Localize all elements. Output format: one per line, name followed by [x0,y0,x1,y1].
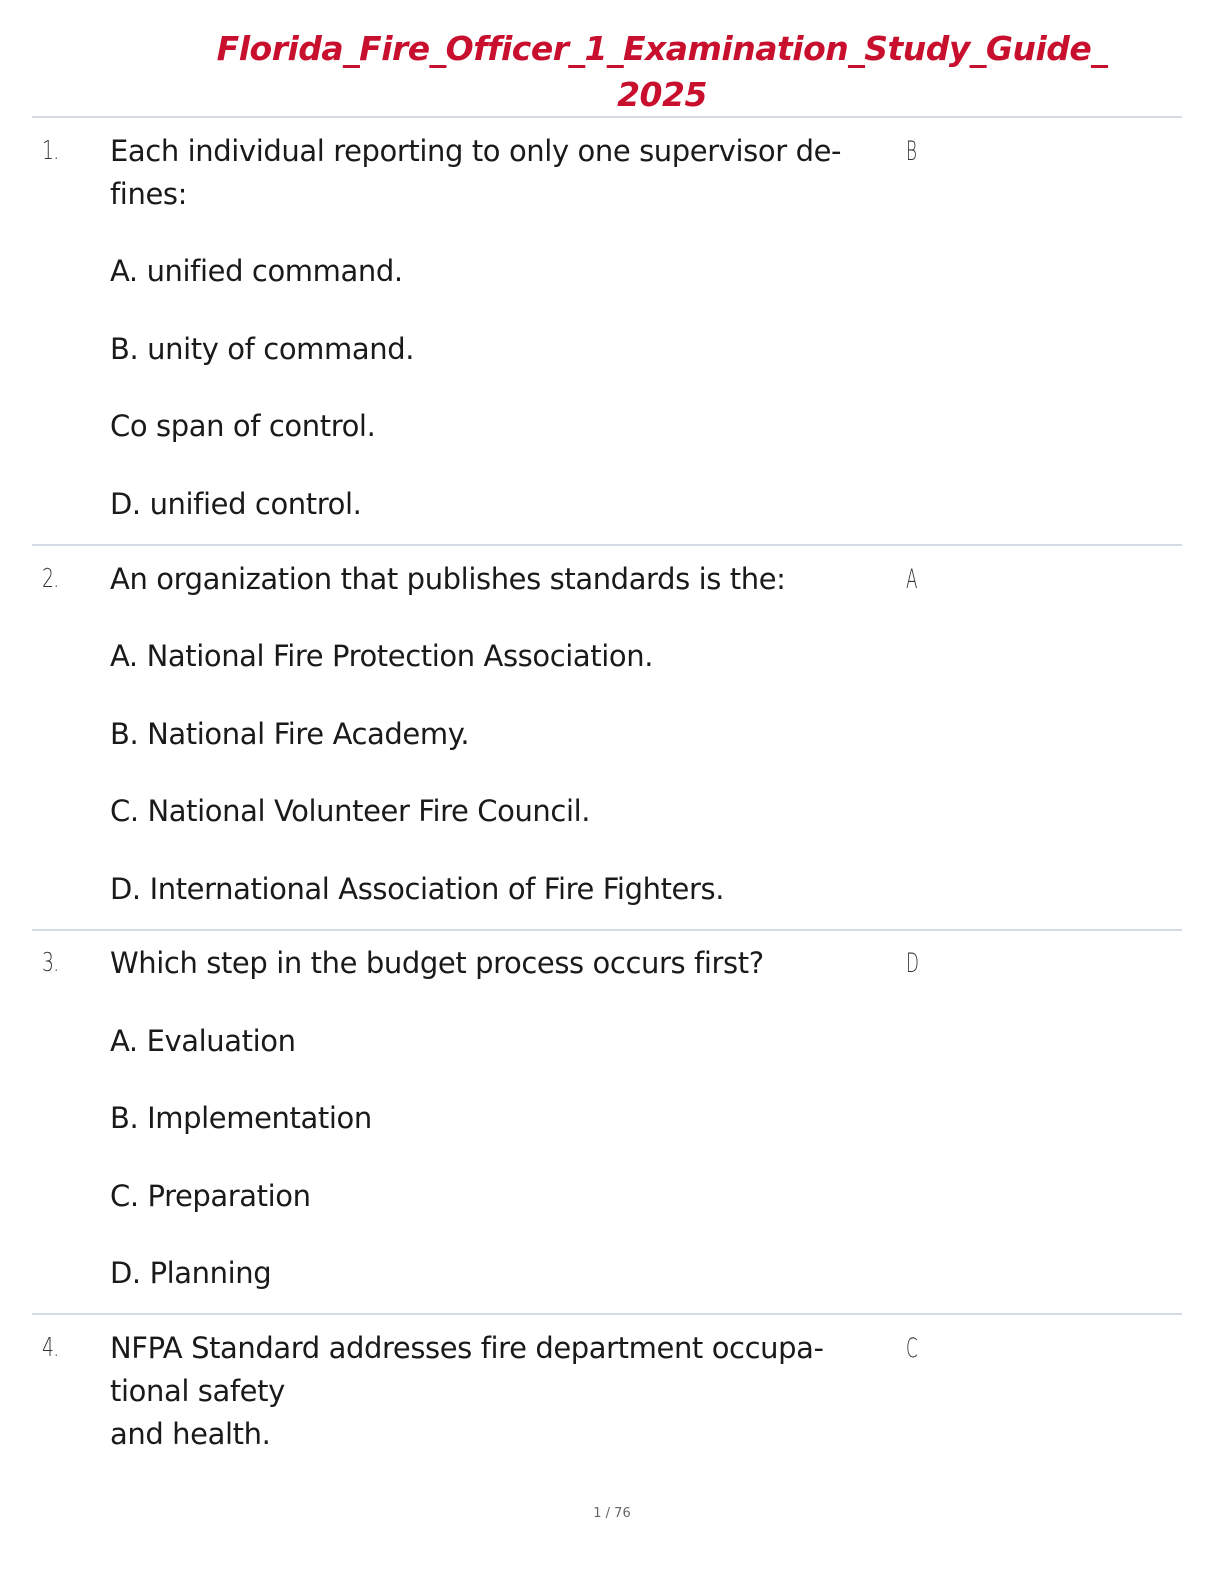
option-d: D. International Association of Fire Fighters. [110,872,725,906]
answer-key: A [906,564,918,595]
answer-key: C [906,1333,918,1364]
question-number: 2. [42,564,59,594]
question-stem: Which step in the budget process occurs first? [110,946,764,980]
document-title [0,26,1224,118]
divider [32,116,1182,118]
question-stem: An organization that publishes standards is the: [110,562,786,596]
question-number: 1. [42,136,59,166]
page-number: 1 / 76 [593,1506,631,1521]
divider [32,544,1182,546]
document-title-line-2: 2025 [617,75,707,114]
divider [32,1313,1182,1315]
option-c: Co span of control. [110,409,376,443]
option-c: C. National Volunteer Fire Council. [110,794,591,828]
option-b: B. Implementation [110,1101,372,1135]
option-b: B. unity of command. [110,332,415,366]
option-d: D. unified control. [110,487,362,521]
answer-key: D [906,948,919,979]
answer-key: B [906,136,917,167]
question-stem: Each individual reporting to only one supervisor de- fines: [110,134,842,211]
question-number: 4. [42,1333,59,1363]
option-a: A. Evaluation [110,1024,296,1058]
question-number: 3. [42,948,59,978]
question-stem: NFPA Standard addresses fire department occupa- tional safety and health. [110,1331,824,1451]
option-a: A. unified command. [110,254,403,288]
divider [32,929,1182,931]
option-a: A. National Fire Protection Association. [110,639,654,673]
option-d: D. Planning [110,1256,272,1290]
option-b: B. National Fire Academy. [110,717,470,751]
option-c: C. Preparation [110,1179,311,1213]
document-title-line-1: Florida_Fire_Officer_1_Examination_Study_Guide_ [216,29,1108,68]
